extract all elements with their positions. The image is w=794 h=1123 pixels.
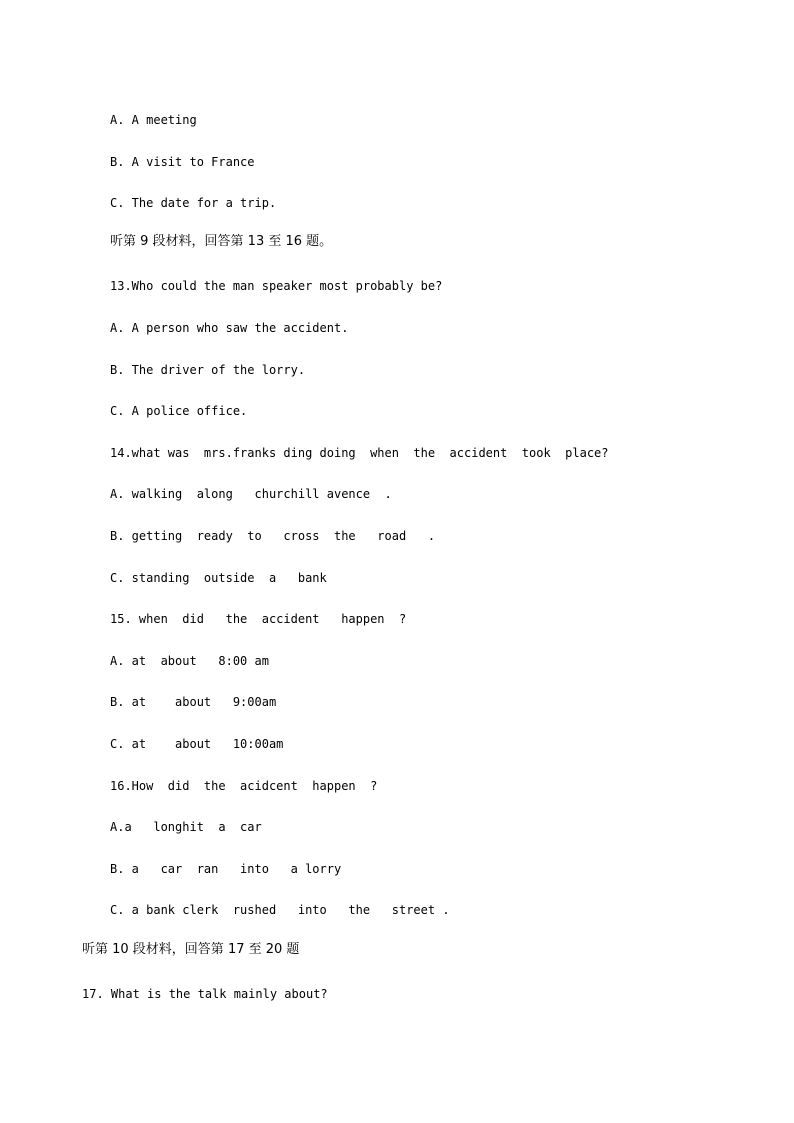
- question-16: 16.How did the acidcent happen ?: [110, 779, 378, 793]
- question-13-option-a: A. A person who saw the accident.: [110, 321, 349, 335]
- question-13-option-b: B. The driver of the lorry.: [110, 363, 306, 377]
- question-14-option-b: B. getting ready to cross the road .: [110, 529, 436, 543]
- question-13-option-c: C. A police office.: [110, 404, 248, 418]
- question-14-option-c: C. standing outside a bank: [110, 571, 327, 585]
- question-16-option-c: C. a bank clerk rushed into the street .: [110, 903, 450, 917]
- question-13: 13.Who could the man speaker most probably be?: [110, 279, 443, 293]
- option-b-visit-france: B. A visit to France: [110, 155, 255, 169]
- question-15: 15. when did the accident happen ?: [110, 612, 407, 626]
- question-14: 14.what was mrs.franks ding doing when the accident took place?: [110, 446, 609, 460]
- question-14-option-a: A. walking along churchill avence .: [110, 487, 392, 501]
- section-10-instruction: 听第 10 段材料，回答第 17 至 20 题: [82, 942, 300, 957]
- question-17: 17. What is the talk mainly about?: [82, 987, 328, 1001]
- question-15-option-c: C. at about 10:00am: [110, 737, 284, 751]
- question-15-option-b: B. at about 9:00am: [110, 695, 277, 709]
- section-9-instruction: 听第 9 段材料，回答第 13 至 16 题。: [110, 234, 333, 249]
- option-a-meeting: A. A meeting: [110, 113, 197, 127]
- question-15-option-a: A. at about 8:00 am: [110, 654, 269, 668]
- question-16-option-a: A.a longhit a car: [110, 820, 262, 834]
- option-c-trip-date: C. The date for a trip.: [110, 196, 277, 210]
- question-16-option-b: B. a car ran into a lorry: [110, 862, 342, 876]
